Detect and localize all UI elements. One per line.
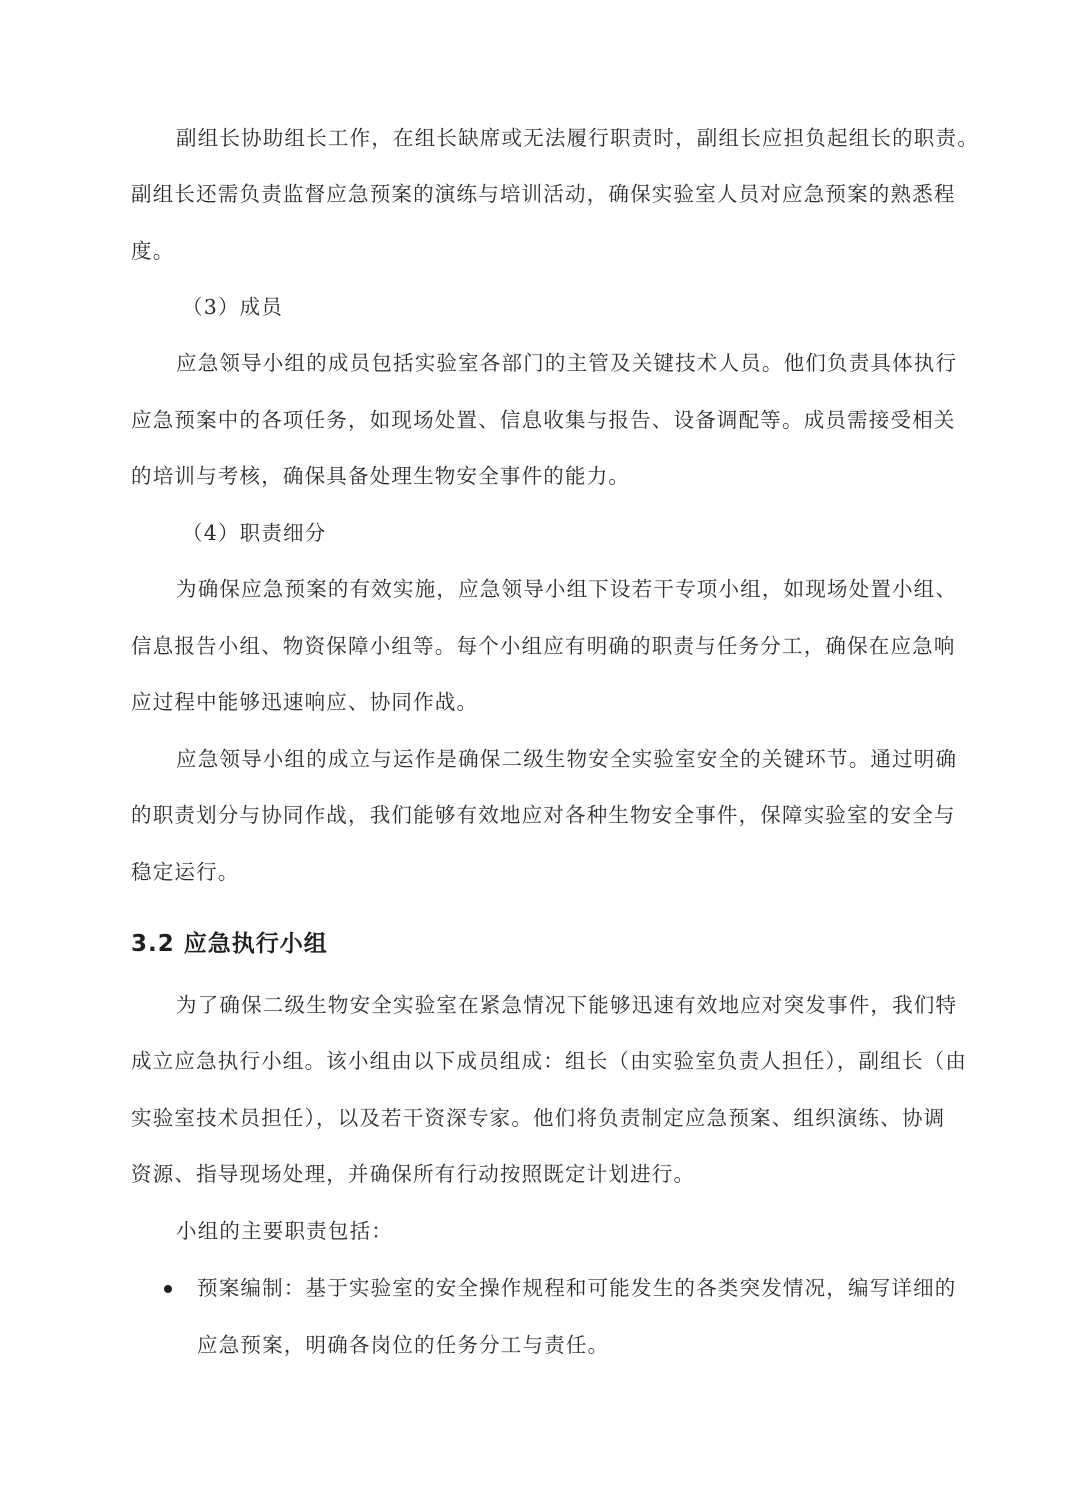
paragraph-line: 为了确保二级生物安全实验室在紧急情况下能够迅速有效地应对突发事件，我们特 [176, 993, 958, 1017]
paragraph-line: 的培训与考核，确保具备处理生物安全事件的能力。 [131, 464, 631, 488]
paragraph-line: 资源、指导现场处理，并确保所有行动按照既定计划进行。 [131, 1162, 696, 1186]
paragraph-line: 为确保应急预案的有效实施，应急领导小组下设若干专项小组，如现场处置小组、 [176, 577, 958, 601]
paragraph-line: 成立应急执行小组。该小组由以下成员组成：组长（由实验室负责人担任），副组长（由 [131, 1049, 968, 1073]
paragraph-line: 应过程中能够迅速响应、协同作战。 [131, 690, 479, 714]
paragraph-line: 稳定运行。 [131, 860, 240, 884]
item-title-duties: （4）职责细分 [182, 521, 327, 545]
paragraph-line: 度。 [131, 239, 175, 263]
paragraph-line: 的职责划分与协同作战，我们能够有效地应对各种生物安全事件，保障实验室的安全与 [131, 803, 956, 827]
bullet-item-line: 应急预案，明确各岗位的任务分工与责任。 [197, 1333, 610, 1357]
item-title-members: （3）成员 [182, 295, 284, 319]
paragraph-line: 应急领导小组的成员包括实验室各部门的主管及关键技术人员。他们负责具体执行 [176, 351, 958, 375]
paragraph-line: 应急预案中的各项任务，如现场处置、信息收集与报告、设备调配等。成员需接受相关 [131, 408, 956, 432]
bullet-item-line: 预案编制：基于实验室的安全操作规程和可能发生的各类突发情况，编写详细的 [197, 1276, 957, 1300]
paragraph-line: 小组的主要职责包括： [176, 1219, 393, 1243]
paragraph-line: 信息报告小组、物资保障小组等。每个小组应有明确的职责与任务分工，确保在应急响 [131, 634, 956, 658]
section-heading: 3.2 应急执行小组 [131, 931, 328, 957]
paragraph-line: 副组长还需负责监督应急预案的演练与培训活动，确保实验室人员对应急预案的熟悉程 [131, 182, 956, 206]
paragraph-line: 副组长协助组长工作，在组长缺席或无法履行职责时，副组长应担负起组长的职责。 [176, 126, 979, 150]
paragraph-line: 应急领导小组的成立与运作是确保二级生物安全实验室安全的关键环节。通过明确 [176, 747, 958, 771]
bullet-dot [164, 1285, 172, 1293]
paragraph-line: 实验室技术员担任），以及若干资深专家。他们将负责制定应急预案、组织演练、协调 [131, 1106, 946, 1130]
